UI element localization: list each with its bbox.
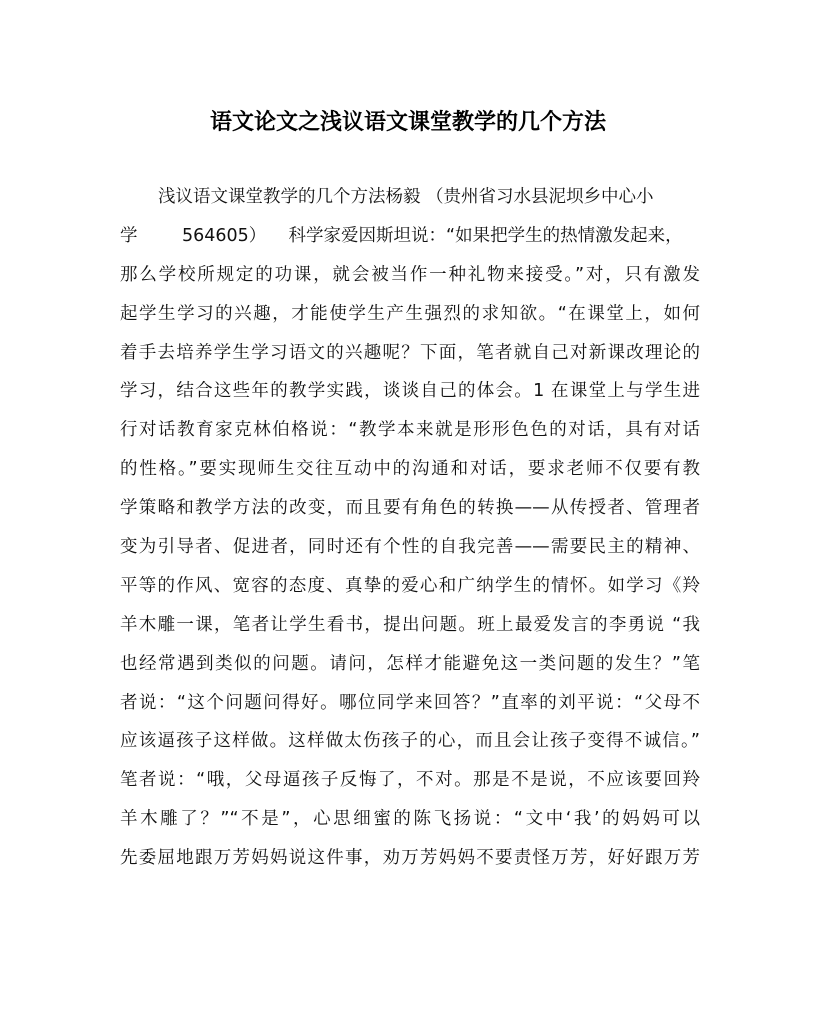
body-line: 先委屈地跟万芳妈妈说这件事，劝万芳妈妈不要责怪万芳，好好跟万芳 [120,848,700,869]
body-line: 羊木雕了？”“不是”，心思细蜜的陈飞扬说：“文中‘我’的妈妈可以 [120,809,700,830]
body-line: 笔者说：“哦，父母逼孩子反悔了，不对。那是不是说，不应该要回羚 [120,770,700,791]
body-line: 学习，结合这些年的教学实践，谈谈自己的体会。1 在课堂上与学生进 [120,381,700,402]
body-line: 行对话教育家克林伯格说：“教学本来就是形形色色的对话，具有对话 [120,420,700,441]
body-line: 起学生学习的兴趣，才能使学生产生强烈的求知欲。“在课堂上，如何 [120,303,700,324]
document-title: 语文论文之浅议语文课堂教学的几个方法 [209,109,606,135]
body-line: 羊木雕一课，笔者让学生看书，提出问题。班上最爱发言的李勇说 “我 [120,614,700,635]
document-body [120,178,700,878]
body-line: 浅议语文课堂教学的几个方法杨毅 （贵州省习水县泥坝乡中心小 [158,187,654,207]
body-line: 平等的作风、宽容的态度、真挚的爱心和广纳学生的情怀。如学习《羚 [120,575,700,596]
body-line: 学策略和教学方法的改变，而且要有角色的转换——从传授者、管理者 [120,498,700,519]
body-line: 那么学校所规定的功课，就会被当作一种礼物来接受。”对，只有激发 [120,264,700,285]
body-line: 的性格。”要实现师生交往互动中的沟通和对话，要求老师不仅要有教 [120,459,700,480]
body-line: 也经常遇到类似的问题。请问，怎样才能避免这一类问题的发生？”笔 [120,653,700,674]
body-line: 着手去培养学生学习语文的兴趣呢？下面，笔者就自己对新课改理论的 [120,342,700,363]
body-line: 变为引导者、促进者，同时还有个性的自我完善——需要民主的精神、 [120,537,700,558]
body-line: 者说：“这个问题问得好。哪位同学来回答？”直率的刘平说：“父母不 [120,692,700,713]
body-line: 应该逼孩子这样做。这样做太伤孩子的心，而且会让孩子变得不诚信。” [120,731,700,752]
body-line: 学 564605） 科学家爱因斯坦说：“如果把学生的热情激发起来， [120,225,683,246]
